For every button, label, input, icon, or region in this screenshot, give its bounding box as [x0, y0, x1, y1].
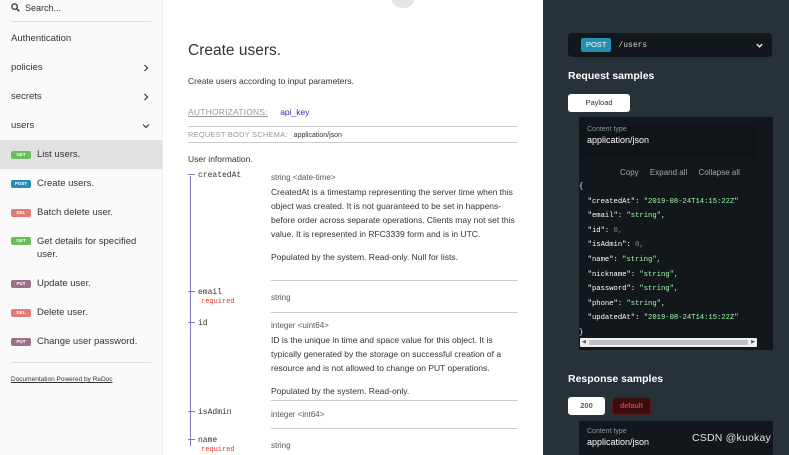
property-details [271, 291, 518, 305]
sidebar-item-secrets[interactable] [0, 82, 162, 111]
method-badge: DEL [11, 309, 31, 317]
required-label: required [201, 298, 235, 306]
content-type-label: Content type [587, 126, 627, 133]
expand-all-button[interactable]: Expand all [649, 168, 688, 177]
property-note: Populated by the system. Read-only. Null for lists. [271, 252, 458, 262]
sidebar [0, 0, 163, 455]
code-key: "nickname": [579, 270, 640, 279]
divider [271, 428, 518, 429]
code-key: "email": [579, 212, 627, 221]
authorizations-label: AUTHORIZATIONS: [188, 107, 268, 117]
response-samples-title: Response samples [568, 373, 664, 385]
search-icon [11, 3, 20, 12]
content-type-box [579, 126, 757, 158]
code-actions [620, 168, 749, 177]
code-value: "string", [639, 270, 679, 279]
sidebar-op-label: Create users. [37, 178, 95, 189]
property-details [271, 408, 518, 422]
scroll-indicator [391, 0, 415, 8]
endpoint-selector[interactable] [568, 33, 772, 57]
code-key: "phone": [579, 299, 627, 308]
property-details [271, 319, 518, 398]
property-note: Populated by the system. Read-only. [271, 386, 410, 396]
code-key: "password": [579, 285, 640, 294]
code-line [579, 209, 764, 224]
sidebar-item-label: users [11, 120, 35, 131]
sidebar-item-authentication[interactable] [0, 24, 162, 53]
code-line [579, 282, 764, 297]
scroll-right-icon[interactable]: ▶ [751, 339, 755, 345]
search-input[interactable] [25, 3, 145, 13]
http-method-badge: POST [581, 38, 611, 52]
scroll-left-icon[interactable]: ◀ [582, 339, 586, 345]
code-key: "updatedAt": [579, 314, 644, 323]
property-name[interactable]: name required [188, 436, 270, 454]
property-name[interactable]: createdAt [188, 171, 270, 180]
code-value: } [579, 328, 584, 337]
tab-response-default[interactable]: default [612, 397, 651, 415]
code-line [579, 224, 764, 239]
code-value: "2019-08-24T14:15:22Z" [643, 197, 739, 206]
request-body-schema-row [188, 130, 518, 143]
sidebar-footer [11, 362, 151, 386]
divider [271, 400, 518, 401]
method-badge: GET [11, 237, 31, 245]
property-type: string [271, 293, 291, 302]
search-bar[interactable] [11, 0, 151, 22]
sidebar-item-users[interactable] [0, 111, 162, 140]
required-label: required [201, 446, 235, 454]
code-line [579, 253, 764, 268]
property-details [271, 171, 518, 264]
code-value: "string", [626, 299, 666, 308]
sidebar-op-label: Change user password. [37, 336, 138, 347]
method-badge: PUT [11, 280, 31, 288]
sidebar-op-get-user-details[interactable] [0, 227, 162, 269]
sidebar-item-label: policies [11, 62, 43, 73]
code-value: "string", [626, 212, 666, 221]
sidebar-op-list-users[interactable] [0, 140, 162, 169]
code-value: 0, [613, 226, 623, 235]
sidebar-item-label: Authentication [11, 33, 72, 44]
divider [271, 280, 518, 281]
sidebar-op-batch-delete-user[interactable] [0, 198, 162, 227]
page-title: Create users. [188, 42, 282, 59]
sidebar-op-label: Get details for specified user. [37, 236, 137, 260]
watermark: CSDN @kuokay [692, 432, 771, 444]
content-type-value: application/json [587, 135, 650, 145]
chevron-down-icon [141, 121, 151, 131]
sidebar-op-create-users[interactable] [0, 169, 162, 198]
code-value: 0, [635, 241, 644, 250]
property-details [271, 439, 518, 453]
operation-panel [163, 0, 543, 455]
method-badge: GET [11, 151, 31, 159]
sidebar-op-label: Batch delete user. [37, 207, 114, 218]
property-description: ID is the unique in time and space value for this object. It is typically generated by the storage on successful creation of a resource and is not allowed to change on PUT operations. [271, 335, 502, 373]
authorizations-row [188, 107, 518, 127]
copy-button[interactable]: Copy [620, 168, 639, 177]
code-line [579, 311, 764, 326]
sidebar-item-label: secrets [11, 91, 42, 102]
tree-line [190, 176, 191, 446]
scrollbar-thumb[interactable] [589, 340, 748, 345]
api-key-link[interactable]: api_key [280, 107, 310, 117]
code-key: "isAdmin": [579, 241, 636, 250]
property-name[interactable]: isAdmin [188, 408, 270, 417]
sidebar-op-update-user[interactable] [0, 269, 162, 298]
chevron-right-icon [141, 63, 151, 73]
samples-panel [543, 0, 789, 455]
horizontal-scrollbar[interactable] [580, 338, 757, 347]
content-type-value: application/json [587, 437, 650, 447]
code-key: "createdAt": [579, 197, 644, 206]
method-badge: POST [11, 180, 31, 188]
property-type: string [271, 441, 291, 450]
sidebar-op-label: List users. [37, 149, 81, 160]
chevron-right-icon [141, 92, 151, 102]
code-key: "name": [579, 255, 623, 264]
sidebar-op-label: Update user. [37, 278, 91, 289]
sidebar-nav [0, 24, 162, 356]
code-value: "string", [622, 255, 661, 264]
sidebar-op-change-password[interactable] [0, 327, 162, 356]
property-type: integer <int64> [271, 410, 325, 419]
method-badge: DEL [11, 209, 31, 217]
json-payload-sample [579, 180, 764, 341]
tab-response-200[interactable]: 200 [568, 397, 605, 415]
tab-payload[interactable]: Payload [568, 94, 630, 112]
property-name[interactable]: email required [188, 288, 270, 306]
operation-description: Create users according to input parameters. [188, 76, 354, 86]
code-line [579, 238, 764, 253]
request-samples-title: Request samples [568, 70, 655, 82]
collapse-all-button[interactable]: Collapse all [698, 168, 740, 177]
code-line [579, 297, 764, 312]
schema-value: application/json [293, 132, 342, 139]
property-type: string <date-time> [271, 173, 336, 182]
body-description: User information. [188, 154, 253, 164]
content-type-label: Content type [587, 428, 627, 435]
sidebar-op-delete-user[interactable] [0, 298, 162, 327]
code-line [579, 195, 764, 210]
code-line [579, 180, 764, 195]
endpoint-path: /users [618, 40, 648, 50]
code-value: { [579, 183, 584, 191]
code-line [579, 268, 764, 283]
property-description: CreatedAt is a timestamp representing the server time when this object was created. It is not guaranteed to be set in happens-before order across separate operations. Clients may not set this value. It is represented in RFC3339 form and is in UTC. [271, 187, 515, 239]
sidebar-op-label: Delete user. [37, 307, 88, 318]
redoc-link[interactable]: Documentation Powered by ReDoc [11, 376, 113, 383]
code-key: "id": [579, 226, 614, 235]
sidebar-item-policies[interactable] [0, 53, 162, 82]
divider [271, 312, 518, 313]
chevron-down-icon [755, 41, 764, 50]
code-value: "string", [639, 285, 679, 294]
property-type: integer <uint64> [271, 321, 329, 330]
property-name[interactable]: id [188, 319, 270, 328]
schema-label: REQUEST BODY SCHEMA: [188, 130, 288, 139]
method-badge: PUT [11, 338, 31, 346]
code-value: "2019-08-24T14:15:22Z" [643, 314, 739, 323]
